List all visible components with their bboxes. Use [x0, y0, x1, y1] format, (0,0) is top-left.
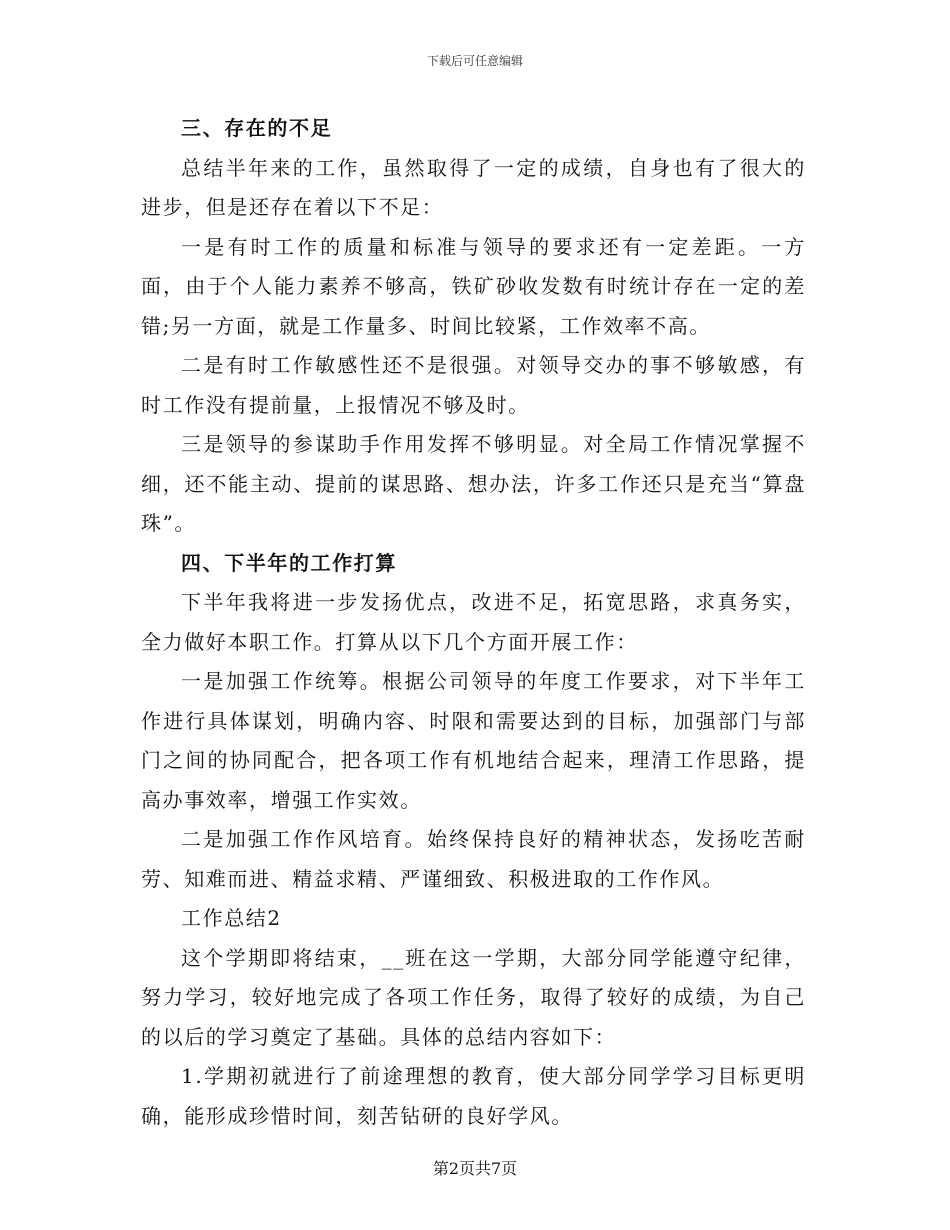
page-header: 下载后可任意编辑	[426, 54, 523, 68]
page-number: 第2页共7页	[432, 1159, 518, 1178]
section-heading: 三、存在的不足	[181, 116, 333, 140]
paragraph: 1.学期初就进行了前途理想的教育，使大部分同学学习目标更明确，能形成珍惜时间，刻苦钻研的良好学风。	[141, 1064, 806, 1128]
document-body	[141, 109, 806, 1136]
paragraph: 一是有时工作的质量和标准与领导的要求还有一定差距。一方面，由于个人能力素养不够高，铁矿砂收发数有时统计存在一定的差错;另一方面，就是工作量多、时间比较紧，工作效率不高。	[141, 234, 806, 338]
paragraph: 下半年我将进一步发扬优点，改进不足，拓宽思路，求真务实，全力做好本职工作。打算从以下几个方面开展工作：	[141, 590, 806, 654]
section-title: 工作总结2	[181, 906, 282, 930]
paragraph: 总结半年来的工作，虽然取得了一定的成绩，自身也有了很大的进步，但是还存在着以下不足：	[141, 155, 806, 219]
section-heading: 四、下半年的工作打算	[181, 550, 397, 575]
paragraph: 二是有时工作敏感性还不是很强。对领导交办的事不够敏感，有时工作没有提前量，上报情况不够及时。	[141, 353, 806, 417]
paragraph: 二是加强工作作风培育。始终保持良好的精神状态，发扬吃苦耐劳、知难而进、精益求精、严谨细致、积极进取的工作作风。	[141, 827, 806, 891]
paragraph: 这个学期即将结束，__班在这一学期，大部分同学能遵守纪律，努力学习，较好地完成了各项工作任务，取得了较好的成绩，为自己的以后的学习奠定了基础。具体的总结内容如下：	[141, 945, 806, 1049]
paragraph: 一是加强工作统筹。根据公司领导的年度工作要求，对下半年工作进行具体谋划，明确内容、时限和需要达到的目标，加强部门与部门之间的协同配合，把各项工作有机地结合起来，理清工作思路，提高办事效率，增强工作实效。	[141, 669, 806, 812]
paragraph: 三是领导的参谋助手作用发挥不够明显。对全局工作情况掌握不细，还不能主动、提前的谋思路、想办法，许多工作还只是充当“算盘珠”。	[141, 432, 806, 535]
